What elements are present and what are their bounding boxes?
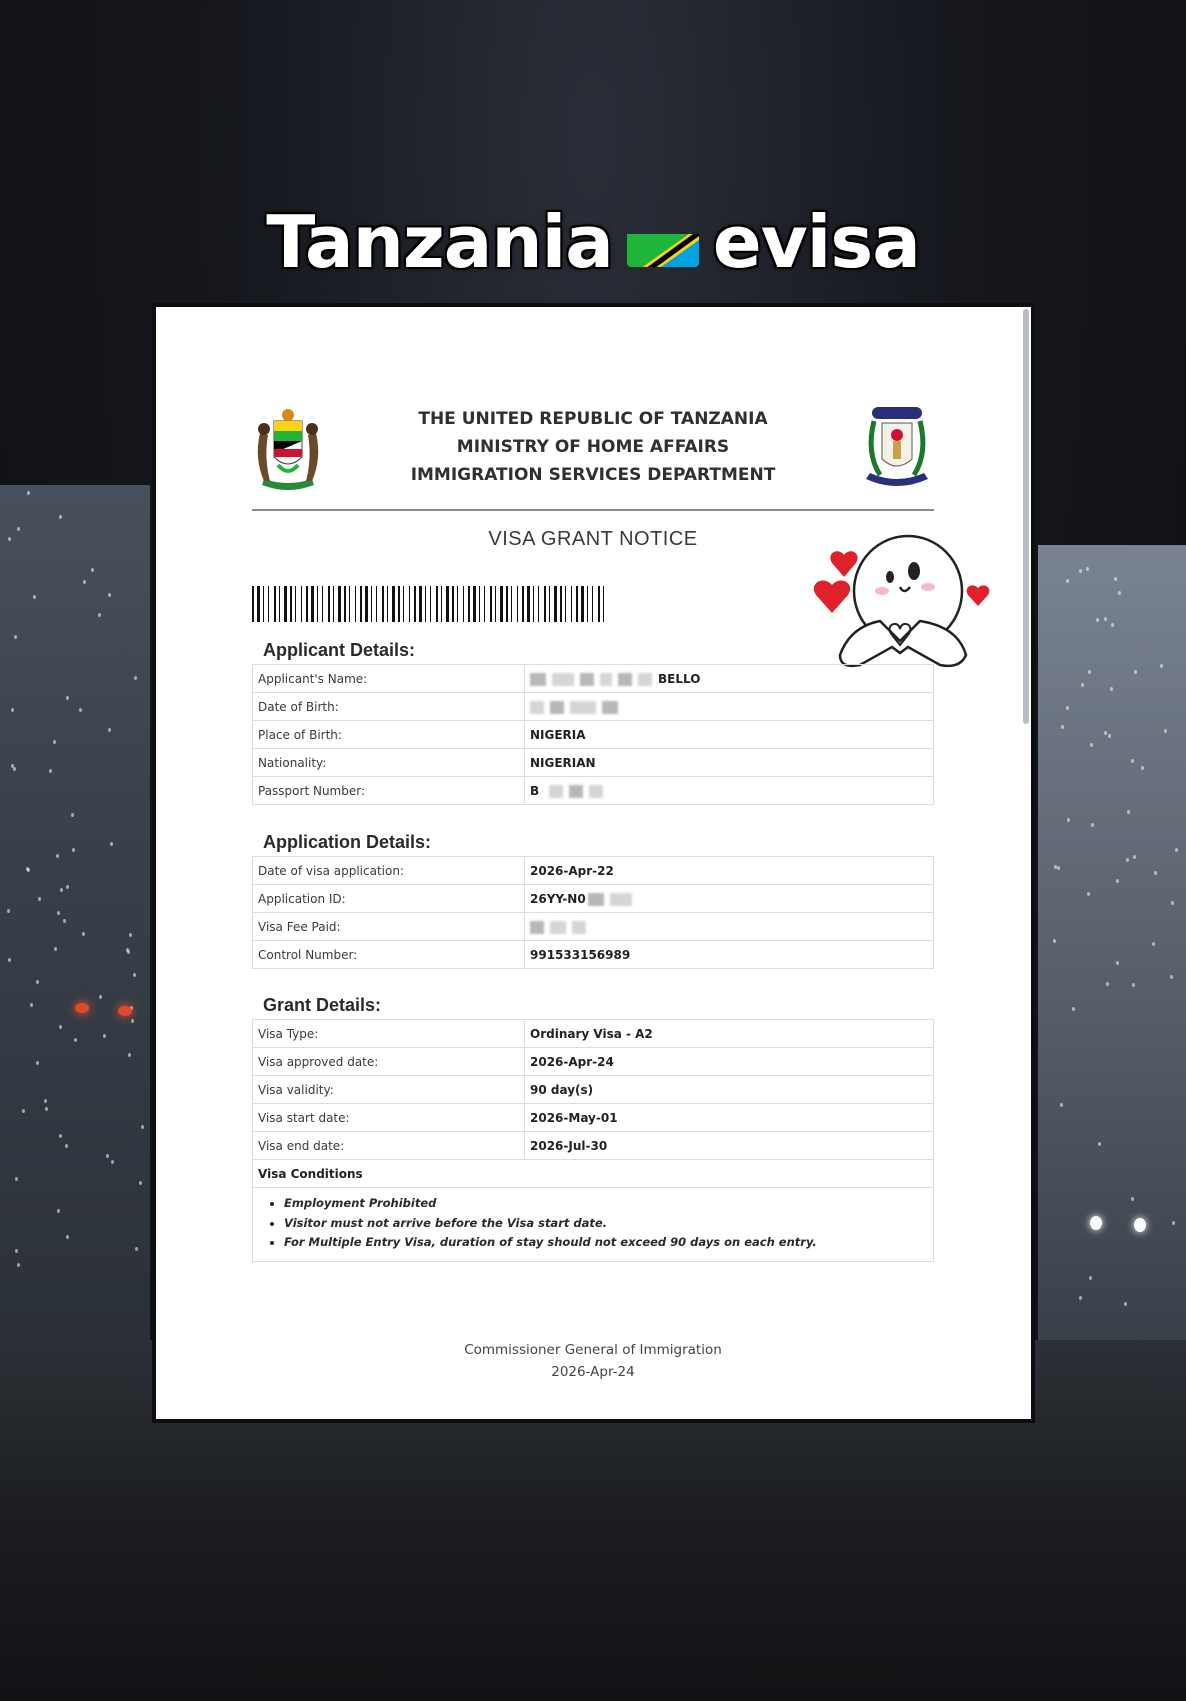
rain-drop bbox=[30, 1003, 33, 1007]
barcode-bar bbox=[344, 586, 346, 622]
rain-drop bbox=[1096, 618, 1099, 622]
rain-drop bbox=[26, 867, 29, 871]
rain-drop bbox=[1164, 729, 1167, 733]
barcode-bar bbox=[274, 586, 276, 622]
barcode-bar bbox=[576, 586, 578, 622]
rain-drop bbox=[1116, 961, 1119, 965]
rain-drop bbox=[63, 919, 66, 923]
rain-drop bbox=[1061, 725, 1064, 729]
rain-drop bbox=[131, 1019, 134, 1023]
barcode-bar bbox=[322, 586, 323, 622]
car-window-left bbox=[0, 485, 150, 1345]
barcode-bar bbox=[430, 586, 431, 622]
footer-date: 2026-Apr-24 bbox=[551, 1364, 635, 1380]
head-light bbox=[1134, 1218, 1146, 1232]
table-row bbox=[253, 1160, 934, 1188]
tail-light bbox=[118, 1006, 132, 1016]
row-value bbox=[525, 885, 934, 913]
barcode-bar bbox=[349, 586, 350, 622]
rain-drop bbox=[59, 515, 62, 519]
barcode-bar bbox=[398, 586, 400, 622]
barcode-bar bbox=[587, 586, 588, 622]
barcode-bar bbox=[468, 586, 470, 622]
table-row bbox=[253, 1076, 934, 1104]
barcode-bar bbox=[560, 586, 562, 622]
barcode-bar bbox=[565, 586, 566, 622]
rain-drop bbox=[1160, 664, 1163, 668]
barcode-bar bbox=[403, 586, 404, 622]
rain-drop bbox=[91, 568, 94, 572]
barcode-bar bbox=[360, 586, 362, 622]
visa-document bbox=[156, 307, 1031, 1419]
application-details-table bbox=[252, 856, 934, 969]
table-row bbox=[253, 665, 934, 693]
header-line-ministry: MINISTRY OF HOME AFFAIRS bbox=[456, 437, 730, 457]
rain-drop bbox=[57, 911, 60, 915]
rain-drop bbox=[1172, 1221, 1175, 1225]
table-row bbox=[253, 1132, 934, 1160]
rain-drop bbox=[1108, 734, 1111, 738]
row-label: Nationality: bbox=[253, 749, 525, 777]
barcode-bar bbox=[328, 586, 330, 622]
row-label: Visa Fee Paid: bbox=[253, 913, 525, 941]
rain-drop bbox=[134, 676, 137, 680]
rain-drop bbox=[1086, 567, 1089, 571]
table-row bbox=[253, 1104, 934, 1132]
rain-drop bbox=[14, 635, 17, 639]
rain-drop bbox=[66, 885, 69, 889]
barcode-bar bbox=[533, 586, 534, 622]
barcode-bar bbox=[290, 586, 292, 622]
row-label: Visa start date: bbox=[253, 1104, 525, 1132]
immigration-badge-icon bbox=[860, 403, 934, 493]
barcode-bar bbox=[376, 586, 377, 622]
table-row bbox=[253, 857, 934, 885]
barcode-bar bbox=[333, 586, 334, 622]
scrollbar[interactable] bbox=[1023, 309, 1029, 724]
barcode-bar bbox=[479, 586, 480, 622]
rain-drop bbox=[110, 842, 113, 846]
rain-drop bbox=[1111, 623, 1114, 627]
barcode-bar bbox=[409, 586, 410, 622]
rain-drop bbox=[1116, 879, 1119, 883]
barcode-bar bbox=[441, 586, 442, 622]
barcode-bar bbox=[392, 586, 395, 622]
rain-drop bbox=[83, 580, 86, 584]
grant-details-heading: Grant Details: bbox=[263, 995, 382, 1015]
header-divider bbox=[252, 509, 934, 511]
condition-item: • For Multiple Entry Visa, duration of stay should not exceed 90 days on each entry. bbox=[284, 1233, 928, 1253]
row-label: Applicant's Name: bbox=[253, 665, 525, 693]
barcode-bar bbox=[511, 586, 512, 622]
row-value-redacted bbox=[525, 693, 934, 721]
barcode-bar bbox=[506, 586, 508, 622]
grant-details-table bbox=[252, 1019, 934, 1262]
barcode-bar bbox=[387, 586, 388, 622]
barcode-bar bbox=[263, 586, 264, 622]
visa-conditions-list bbox=[253, 1188, 934, 1262]
row-value: 2026-Apr-24 bbox=[525, 1048, 934, 1076]
rain-drop bbox=[1141, 766, 1144, 770]
barcode-bar bbox=[598, 586, 600, 622]
barcode-bar bbox=[549, 586, 550, 622]
table-row bbox=[253, 693, 934, 721]
barcode-bar bbox=[419, 586, 422, 622]
rain-drop bbox=[128, 1053, 131, 1057]
rain-drop bbox=[1131, 1197, 1134, 1201]
table-row bbox=[253, 1188, 934, 1262]
row-value: 2026-Jul-30 bbox=[525, 1132, 934, 1160]
rain-drop bbox=[108, 593, 111, 597]
rain-drop bbox=[1152, 942, 1155, 946]
barcode-bar bbox=[452, 586, 454, 622]
applicant-surname: BELLO bbox=[658, 671, 701, 686]
rain-drop bbox=[1106, 982, 1109, 986]
rain-drop bbox=[7, 909, 10, 913]
rain-drop bbox=[133, 973, 136, 977]
barcode-bar bbox=[268, 586, 269, 622]
rain-drop bbox=[17, 527, 20, 531]
barcode-bar bbox=[457, 586, 458, 622]
barcode-bar bbox=[425, 586, 426, 622]
rain-drop bbox=[22, 1109, 25, 1113]
barcode-bar bbox=[527, 586, 530, 622]
barcode-bar bbox=[338, 586, 341, 622]
row-label: Visa end date: bbox=[253, 1132, 525, 1160]
heart-sticker bbox=[810, 531, 990, 681]
car-window-right bbox=[1038, 545, 1186, 1415]
barcode-bar bbox=[603, 586, 604, 622]
rain-drop bbox=[106, 1154, 109, 1158]
table-row bbox=[253, 721, 934, 749]
header-line-republic: THE UNITED REPUBLIC OF TANZANIA bbox=[418, 409, 768, 429]
barcode-bar bbox=[446, 586, 449, 622]
tanzania-flag-icon bbox=[627, 217, 699, 267]
barcode-bar bbox=[371, 586, 372, 622]
overlay-title-right: evisa bbox=[712, 200, 920, 284]
head-light bbox=[1090, 1216, 1102, 1230]
barcode-bar bbox=[295, 586, 296, 622]
table-row bbox=[253, 1048, 934, 1076]
barcode-bar bbox=[436, 586, 438, 622]
barcode-bar bbox=[517, 586, 518, 622]
rain-drop bbox=[1132, 983, 1135, 987]
barcode-bar bbox=[554, 586, 557, 622]
row-value: 991533156989 bbox=[525, 941, 934, 969]
barcode-bar bbox=[571, 586, 572, 622]
table-row bbox=[253, 885, 934, 913]
barcode-bar bbox=[284, 586, 287, 622]
rain-drop bbox=[74, 1038, 77, 1042]
rain-drop bbox=[15, 1177, 18, 1181]
row-label: Passport Number: bbox=[253, 777, 525, 805]
rain-drop bbox=[27, 491, 30, 495]
barcode-bar bbox=[311, 586, 314, 622]
row-label: Control Number: bbox=[253, 941, 525, 969]
barcode-bar bbox=[500, 586, 503, 622]
barcode-bar bbox=[414, 586, 416, 622]
tail-light bbox=[75, 1003, 89, 1013]
row-value-redacted bbox=[525, 913, 934, 941]
rain-drop bbox=[1057, 866, 1060, 870]
application-id-prefix: 26YY-N0 bbox=[530, 891, 586, 906]
row-value: 2026-Apr-22 bbox=[525, 857, 934, 885]
rain-drop bbox=[56, 854, 59, 858]
rain-drop bbox=[1175, 848, 1178, 852]
row-value bbox=[525, 665, 934, 693]
barcode-bar bbox=[301, 586, 302, 622]
row-value: Ordinary Visa - A2 bbox=[525, 1020, 934, 1048]
row-value: 90 day(s) bbox=[525, 1076, 934, 1104]
barcode-bar bbox=[306, 586, 308, 622]
row-label: Visa validity: bbox=[253, 1076, 525, 1104]
barcode-bar bbox=[484, 586, 485, 622]
rain-drop bbox=[79, 708, 82, 712]
row-label: Date of visa application: bbox=[253, 857, 525, 885]
barcode-bar bbox=[355, 586, 356, 622]
header-line-department: IMMIGRATION SERVICES DEPARTMENT bbox=[410, 465, 776, 485]
rain-drop bbox=[1066, 706, 1069, 710]
table-row bbox=[253, 913, 934, 941]
row-value: NIGERIA bbox=[525, 721, 934, 749]
barcode-bar bbox=[279, 586, 280, 622]
visa-conditions-heading: Visa Conditions bbox=[253, 1160, 934, 1188]
rain-drop bbox=[72, 848, 75, 852]
rain-drop bbox=[17, 1263, 20, 1267]
barcode-bar bbox=[317, 586, 318, 622]
row-label: Application ID: bbox=[253, 885, 525, 913]
table-row bbox=[253, 1020, 934, 1048]
document-footer bbox=[252, 1339, 934, 1383]
barcode-bar bbox=[544, 586, 546, 622]
rain-drop bbox=[1118, 591, 1121, 595]
barcode-bar bbox=[365, 586, 368, 622]
rain-drop bbox=[66, 696, 69, 700]
notice-title: VISA GRANT NOTICE bbox=[488, 528, 698, 550]
barcode-bar bbox=[522, 586, 524, 622]
application-details-heading: Application Details: bbox=[263, 832, 432, 852]
row-value bbox=[525, 777, 934, 805]
barcode-bar bbox=[581, 586, 584, 622]
rain-drop bbox=[1066, 579, 1069, 583]
barcode-bar bbox=[463, 586, 464, 622]
table-row bbox=[253, 749, 934, 777]
rain-drop bbox=[108, 728, 111, 732]
document-header bbox=[252, 405, 934, 489]
table-row bbox=[253, 941, 934, 969]
overlay-title bbox=[0, 200, 1186, 284]
barcode-bar bbox=[538, 586, 539, 622]
overlay-title-left: Tanzania bbox=[266, 200, 613, 284]
rain-drop bbox=[1104, 617, 1107, 621]
row-label: Date of Birth: bbox=[253, 693, 525, 721]
row-label: Place of Birth: bbox=[253, 721, 525, 749]
rain-drop bbox=[15, 1249, 18, 1253]
barcode-bar bbox=[382, 586, 384, 622]
barcode bbox=[252, 586, 608, 622]
applicant-details-heading: Applicant Details: bbox=[263, 640, 416, 660]
rain-drop bbox=[59, 1134, 62, 1138]
row-value: NIGERIAN bbox=[525, 749, 934, 777]
barcode-bar bbox=[495, 586, 496, 622]
barcode-bar bbox=[490, 586, 492, 622]
applicant-details-table bbox=[252, 664, 934, 805]
condition-item: • Employment Prohibited bbox=[284, 1194, 928, 1214]
passport-prefix: B bbox=[530, 783, 540, 798]
row-label: Visa approved date: bbox=[253, 1048, 525, 1076]
barcode-bar bbox=[473, 586, 476, 622]
condition-item: • Visitor must not arrive before the Visa start date. bbox=[284, 1214, 928, 1234]
barcode-bar bbox=[592, 586, 593, 622]
signatory: Commissioner General of Immigration bbox=[464, 1342, 722, 1358]
barcode-bar bbox=[252, 586, 254, 622]
row-value: 2026-May-01 bbox=[525, 1104, 934, 1132]
barcode-bar bbox=[257, 586, 260, 622]
rain-drop bbox=[1053, 939, 1056, 943]
table-row bbox=[253, 777, 934, 805]
row-label: Visa Type: bbox=[253, 1020, 525, 1048]
